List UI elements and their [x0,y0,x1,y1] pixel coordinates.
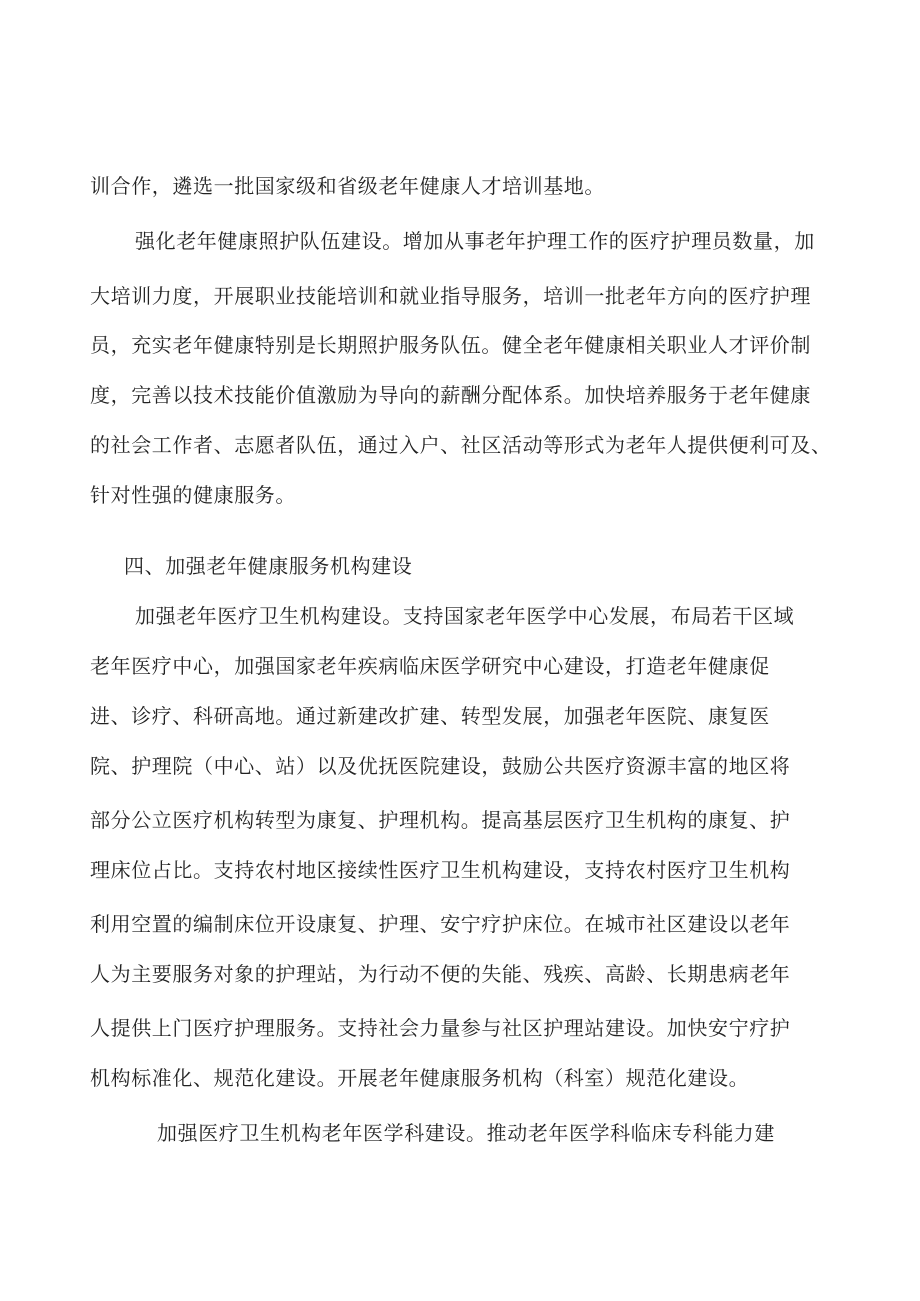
paragraph-line: 针对性强的健康服务。 [90,483,296,507]
paragraph-line: 部分公立医疗机构转型为康复、护理机构。提高基层医疗卫生机构的康复、护 [90,808,791,832]
paragraph-line: 理床位占比。支持农村地区接续性医疗卫生机构建设，支持农村医疗卫生机构 [90,858,791,882]
paragraph-line: 训合作，遴选一批国家级和省级老年健康人才培训基地。 [90,174,605,198]
paragraph-line: 利用空置的编制床位开设康复、护理、安宁疗护床位。在城市社区建设以老年 [90,912,791,936]
paragraph-line: 进、诊疗、科研高地。通过新建改扩建、转型发展，加强老年医院、康复医 [90,704,770,728]
paragraph-line: 人提供上门医疗护理服务。支持社会力量参与社区护理站建设。加快安宁疗护 [90,1016,791,1040]
paragraph-line: 人为主要服务对象的护理站，为行动不便的失能、残疾、高龄、长期患病老年 [90,962,791,986]
paragraph-line: 院、护理院（中心、站）以及优抚医院建设，鼓励公共医疗资源丰富的地区将 [90,754,791,778]
paragraph-line: 员，充实老年健康特别是长期照护服务队伍。健全老年健康相关职业人才评价制 [90,333,811,357]
section-heading: 四、加强老年健康服务机构建设 [124,554,413,578]
paragraph-line: 加强老年医疗卫生机构建设。支持国家老年医学中心发展，布局若干区域 [135,604,795,628]
paragraph-line: 度，完善以技术技能价值激励为导向的薪酬分配体系。加快培养服务于老年健康 [90,383,811,407]
paragraph-line: 加强医疗卫生机构老年医学科建设。推动老年医学科临床专科能力建 [157,1121,775,1145]
paragraph-line: 强化老年健康照护队伍建设。增加从事老年护理工作的医疗护理员数量，加 [135,229,815,253]
paragraph-line: 机构标准化、规范化建设。开展老年健康服务机构（科室）规范化建设。 [90,1066,750,1090]
paragraph-line: 老年医疗中心，加强国家老年疾病临床医学研究中心建设，打造老年健康促 [90,654,770,678]
paragraph-line: 的社会工作者、志愿者队伍，通过入户、社区活动等形式为老年人提供便利可及、 [90,433,832,457]
paragraph-line: 大培训力度，开展职业技能培训和就业指导服务，培训一批老年方向的医疗护理 [90,284,811,308]
